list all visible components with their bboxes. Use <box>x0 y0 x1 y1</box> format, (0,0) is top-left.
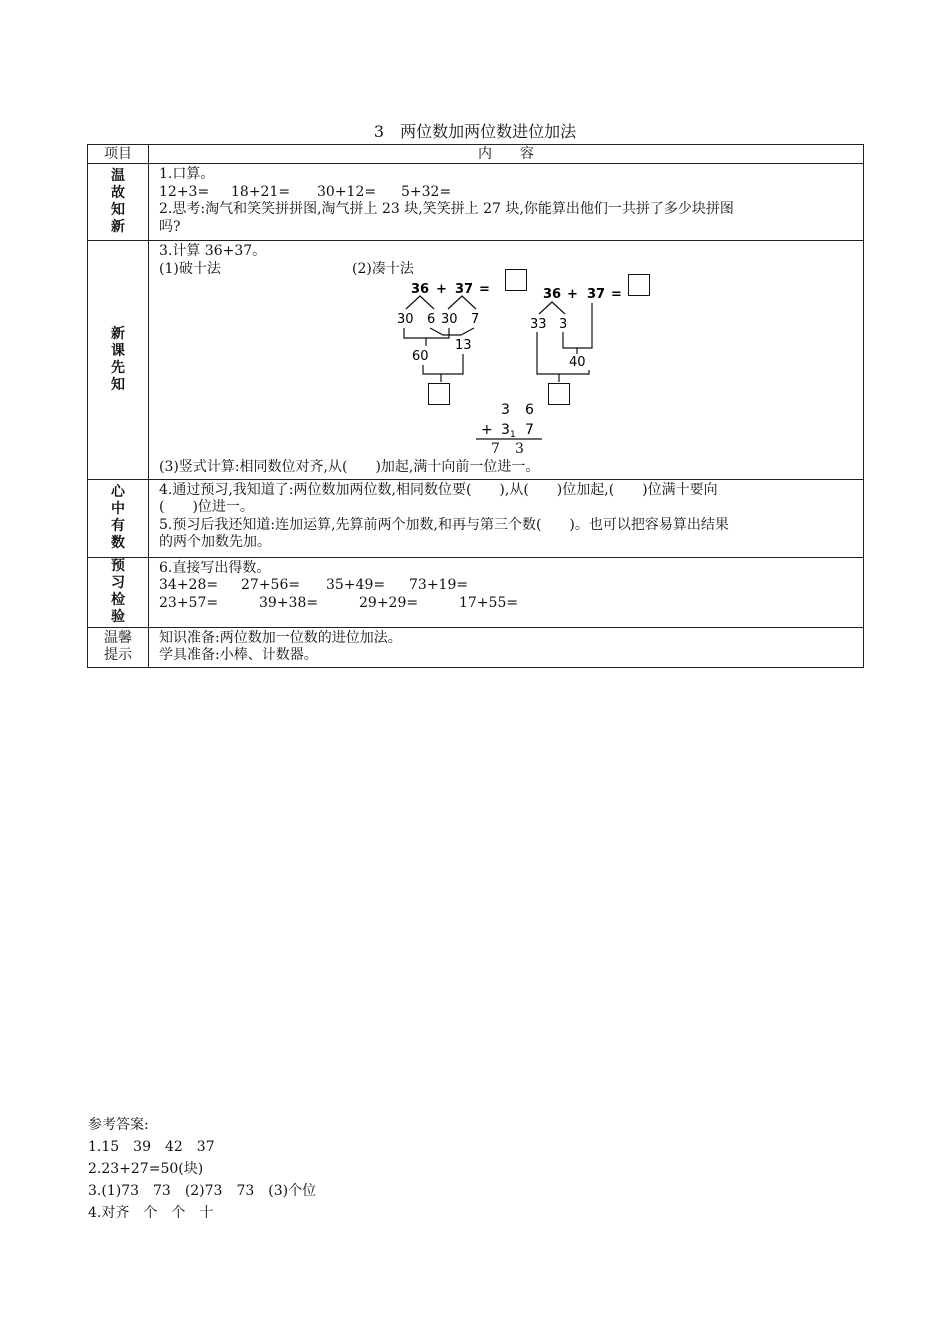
calc-item: 23+57= <box>159 594 219 611</box>
d1-join-ones <box>430 328 474 335</box>
answer-3: 3.(1)73 73 (2)73 73 (3)个位 <box>88 1183 317 1199</box>
calc-item: 73+19= <box>409 577 469 593</box>
answer-2: 2.23+27=50(块) <box>88 1161 204 1177</box>
d1-op: + <box>436 282 447 297</box>
question-6-row-1 <box>159 577 855 595</box>
d1-sum-ones: 13 <box>455 338 472 353</box>
d2-sum-ten: 40 <box>569 355 586 370</box>
label-char: 故 <box>111 185 125 201</box>
d1-split-b <box>448 296 476 309</box>
label-heart <box>88 479 149 557</box>
calc-item: 12+3= <box>159 183 210 200</box>
d1-part-3: 30 <box>441 312 458 327</box>
method-2-label: (2)凑十法 <box>352 260 414 277</box>
label-char: 知 <box>111 202 125 218</box>
answer-1: 1.15 39 42 37 <box>88 1139 215 1155</box>
question-6-row-2 <box>159 595 855 613</box>
question-6: 6.直接写出得数。 <box>159 559 271 576</box>
vc-carry: 1 <box>510 430 516 440</box>
label-char: 验 <box>111 609 125 625</box>
label-check <box>88 557 149 627</box>
d2-part-1: 33 <box>530 317 547 332</box>
label-char: 有 <box>111 518 125 534</box>
vc-plus: + <box>481 422 493 438</box>
content-review <box>149 164 864 241</box>
decompose-diagram <box>397 282 490 382</box>
calc-item: 5+32= <box>401 183 452 200</box>
d1-part-4: 7 <box>471 312 480 327</box>
calc-item: 18+21= <box>231 183 291 200</box>
calc-item: 29+29= <box>359 594 419 611</box>
d1-part-2: 6 <box>427 312 436 327</box>
header-item: 项目 <box>88 145 149 164</box>
d1-addend-a: 36 <box>411 282 430 297</box>
content-heart <box>149 479 864 557</box>
question-2-cont: 吗? <box>159 218 181 235</box>
diagram-area <box>159 278 855 441</box>
question-4: 4.通过预习,我知道了:两位数加两位数,相同数位要( ),从( )位加起,( )位满十要向 <box>159 481 718 498</box>
row-review <box>88 164 864 241</box>
d2-result-box[interactable] <box>548 383 570 405</box>
d2-op: + <box>567 287 578 302</box>
d1-addend-b: 37 <box>455 282 474 297</box>
d1-part-1: 30 <box>397 312 414 327</box>
question-3: 3.计算 36+37。 <box>159 243 267 259</box>
d2-part-2: 3 <box>559 317 568 332</box>
content-new <box>149 241 864 480</box>
answer-heading: 参考答案: <box>88 1117 149 1133</box>
label-char: 课 <box>111 342 125 359</box>
question-4-cont: ( )位进一。 <box>159 499 254 515</box>
label-char: 数 <box>111 535 125 551</box>
label-new <box>88 241 149 480</box>
d2-split-a <box>539 302 565 314</box>
lesson-table <box>87 144 864 668</box>
d2-answer-box[interactable] <box>628 274 650 296</box>
tip-knowledge: 知识准备:两位数加一位数的进位加法。 <box>159 629 402 646</box>
label-char: 预 <box>111 558 125 574</box>
label-line: 温馨 <box>104 630 132 646</box>
answer-4: 4.对齐 个 个 十 <box>88 1205 214 1221</box>
label-char: 新 <box>111 219 125 235</box>
d2-addend-a: 36 <box>543 287 562 302</box>
d2-addend-b: 37 <box>587 287 606 302</box>
calc-item: 27+56= <box>241 577 301 593</box>
content-check <box>149 557 864 627</box>
answer-key <box>88 1114 316 1224</box>
label-char: 检 <box>111 592 125 608</box>
row-check <box>88 557 864 627</box>
calc-item: 39+38= <box>259 594 319 611</box>
label-tips <box>88 627 149 667</box>
make-ten-diagram <box>530 287 622 382</box>
vc-res-tens: 7 <box>491 441 500 457</box>
d1-eq: = <box>479 282 490 297</box>
header-content: 内 容 <box>149 145 864 164</box>
label-char: 新 <box>111 325 125 342</box>
page-title: 3 两位数加两位数进位加法 <box>373 122 577 141</box>
d2-eq: = <box>611 287 622 302</box>
calc-item: 30+12= <box>317 183 377 200</box>
vertical-result-line <box>159 441 855 459</box>
label-line: 提示 <box>104 647 132 663</box>
row-tips <box>88 627 864 667</box>
label-review <box>88 164 149 241</box>
table-header-row <box>88 145 864 164</box>
row-new <box>88 241 864 480</box>
vc-res-ones: 3 <box>515 441 524 457</box>
d1-join-tens <box>404 328 449 338</box>
row-heart <box>88 479 864 557</box>
label-char: 温 <box>111 168 125 184</box>
question-2: 2.思考:淘气和笑笑拼拼图,淘气拼上 23 块,笑笑拼上 27 块,你能算出他们一共拼了多少块拼图 <box>159 201 734 217</box>
label-char: 中 <box>111 501 125 517</box>
vc-bot-ones: 7 <box>525 422 534 438</box>
label-char: 知 <box>111 376 125 393</box>
tip-tools: 学具准备:小棒、计数器。 <box>159 647 318 663</box>
content-tips <box>149 627 864 667</box>
diagrams-svg <box>159 278 859 441</box>
vc-top-tens: 3 <box>501 402 510 418</box>
d1-sum-tens: 60 <box>412 349 429 364</box>
calc-item: 34+28= <box>159 577 219 593</box>
d1-answer-box[interactable] <box>505 269 527 291</box>
calc-item: 35+49= <box>326 577 386 593</box>
label-char: 心 <box>111 484 125 500</box>
vc-top-ones: 6 <box>525 402 534 418</box>
d1-final-join <box>423 354 463 374</box>
vc-bot-tens: 3 <box>501 422 510 438</box>
method-3: (3)竖式计算:相同数位对齐,从( )加起,满十向前一位进一。 <box>159 459 540 475</box>
question-5-cont: 的两个加数先加。 <box>159 534 271 550</box>
question-1-items <box>159 184 855 202</box>
label-char: 先 <box>111 359 125 376</box>
method-1-label: (1)破十法 <box>159 260 221 277</box>
calc-item: 17+55= <box>459 594 519 611</box>
label-char: 习 <box>111 575 125 591</box>
vertical-calc <box>476 402 542 440</box>
d1-result-box[interactable] <box>428 383 450 405</box>
d1-split-a <box>406 296 434 309</box>
question-5: 5.预习后我还知道:连加运算,先算前两个加数,和再与第三个数( )。也可以把容易算出结果 <box>159 516 729 533</box>
question-1: 1.口算。 <box>159 166 215 182</box>
d2-join-ten <box>563 303 592 348</box>
